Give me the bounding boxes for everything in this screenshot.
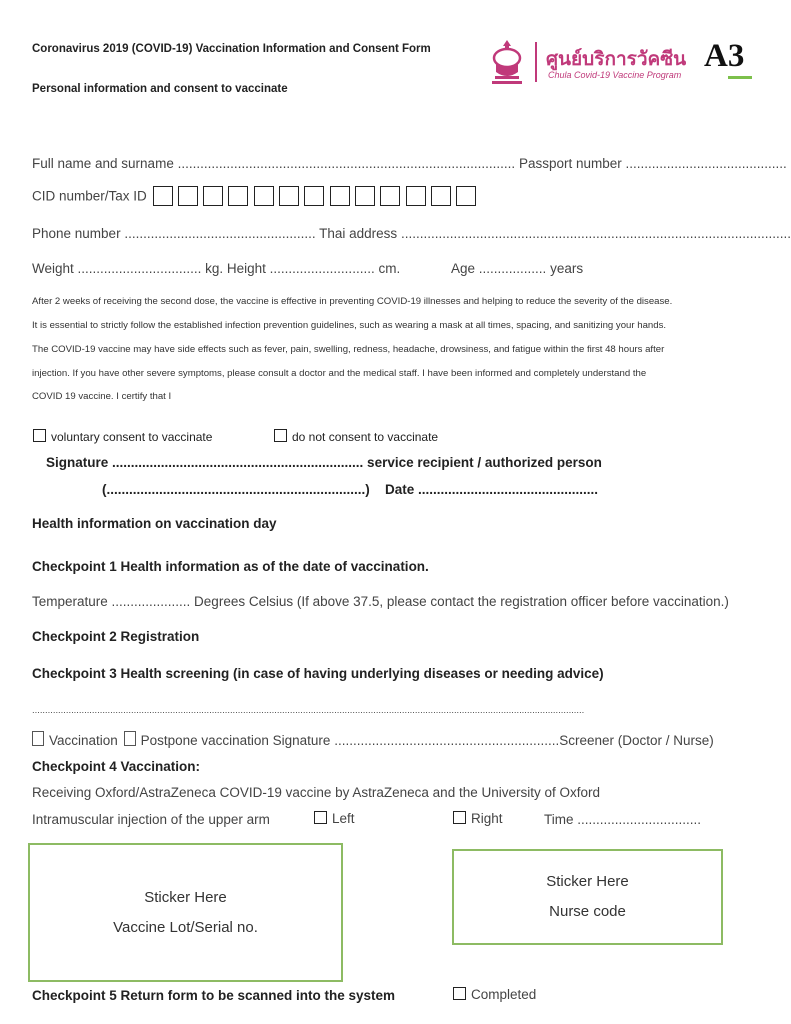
consent-date-line[interactable]: Date ................................................ — [385, 482, 599, 497]
cid-digit-box[interactable] — [279, 186, 299, 206]
completed-option[interactable] — [453, 987, 536, 1002]
vaccine-sticker-subtitle: Vaccine Lot/Serial no. — [113, 918, 258, 936]
full-name-field[interactable]: .......................................................................................... — [177, 156, 516, 171]
checkpoint-2-heading: Checkpoint 2 Registration — [32, 629, 200, 644]
cid-digit-box[interactable] — [254, 186, 274, 206]
completed-checkbox[interactable] — [453, 987, 466, 1000]
cid-digit-box[interactable] — [228, 186, 248, 206]
cid-digit-box[interactable] — [456, 186, 476, 206]
checkpoint-1-heading: Checkpoint 1 Health information as of the date of vaccination. — [32, 559, 429, 574]
height-unit: cm. — [378, 261, 401, 276]
checkpoint-5-heading: Checkpoint 5 Return form to be scanned into the system — [32, 988, 396, 1003]
cid-digit-box[interactable] — [178, 186, 198, 206]
form-title: Coronavirus 2019 (COVID-19) Vaccination Information and Consent Form — [32, 43, 431, 55]
cid-boxes[interactable] — [153, 188, 482, 203]
address-label: Thai address — [319, 226, 398, 241]
right-arm-label: Right — [471, 811, 503, 826]
postpone-checkbox[interactable] — [124, 731, 136, 746]
info-line: It is essential to strictly follow the established infection prevention guidelines, such as wearing a mask at all times, spacing, and sanitizing your hands. — [32, 320, 667, 331]
cid-digit-box[interactable] — [355, 186, 375, 206]
phone-address-row — [32, 226, 791, 241]
vaccine-lot-sticker-area — [28, 843, 343, 982]
weight-field[interactable]: ................................. — [77, 261, 202, 276]
cid-label: CID number/Tax ID — [32, 188, 147, 204]
age-unit: years — [550, 261, 584, 276]
decline-consent-label: do not consent to vaccinate — [292, 430, 439, 444]
logo-english-text: Chula Covid-19 Vaccine Program — [548, 70, 682, 80]
voluntary-consent-checkbox[interactable] — [33, 429, 46, 442]
injection-time-field[interactable]: Time ................................. — [544, 812, 702, 827]
address-field[interactable]: ........................................................................................................ — [400, 226, 791, 241]
completed-label: Completed — [471, 987, 537, 1002]
form-code: A3 — [704, 38, 745, 74]
right-arm-checkbox[interactable] — [453, 811, 466, 824]
info-line: After 2 weeks of receiving the second dose, the vaccine is effective in preventing COVID-19 illnesses and helping to reduce the severity of the disease. — [32, 296, 673, 307]
left-arm-option[interactable] — [314, 811, 355, 826]
full-name-row — [32, 156, 787, 171]
postpone-option-label: Postpone vaccination Signature ............................................................Screener (Doctor / Nurse) — [140, 733, 714, 748]
cid-digit-box[interactable] — [380, 186, 400, 206]
screening-notes-line[interactable]: .................................................................................................................................................................................................................... — [32, 704, 585, 715]
voluntary-consent-label: voluntary consent to vaccinate — [51, 430, 213, 444]
passport-label: Passport number — [518, 156, 622, 171]
age-label: Age — [451, 261, 476, 276]
left-arm-label: Left — [332, 811, 355, 826]
left-arm-checkbox[interactable] — [314, 811, 327, 824]
checkpoint-3-heading: Checkpoint 3 Health screening (in case of having underlying diseases or needing advice) — [32, 666, 604, 681]
nurse-sticker-title: Sticker Here — [546, 873, 629, 890]
temperature-line[interactable]: Temperature ..................... Degrees Celsius (If above 37.5, please contact the registration officer before vaccination.) — [32, 594, 729, 609]
phone-field[interactable]: ................................................... — [124, 226, 316, 241]
cid-digit-box[interactable] — [431, 186, 451, 206]
decline-consent-checkbox[interactable] — [274, 429, 287, 442]
cid-row — [32, 186, 481, 206]
right-arm-option[interactable] — [453, 811, 503, 826]
full-name-label: Full name and surname — [32, 156, 174, 171]
weight-height-row — [32, 261, 400, 276]
weight-unit: kg. — [205, 261, 224, 276]
phone-label: Phone number — [32, 226, 121, 241]
printed-name-line[interactable]: (.....................................................................) — [102, 482, 370, 497]
vaccination-checkbox[interactable] — [32, 731, 44, 746]
nurse-sticker-subtitle: Nurse code — [549, 903, 626, 920]
vaccine-sticker-title: Sticker Here — [144, 888, 227, 906]
passport-field[interactable]: ........................................... — [625, 156, 787, 171]
form-code-underline — [728, 76, 752, 79]
age-field[interactable]: .................. — [478, 261, 547, 276]
injection-label: Intramuscular injection of the upper arm — [32, 812, 270, 827]
logo-thai-text: ศูนย์บริการวัคซีน — [546, 49, 687, 70]
checkpoint-4-heading: Checkpoint 4 Vaccination: — [32, 759, 201, 774]
decline-consent-option[interactable] — [274, 429, 438, 444]
cid-digit-box[interactable] — [304, 186, 324, 206]
info-line: injection. If you have other severe symptoms, please consult a doctor and the medical staff. I have been informed and completely understand the — [32, 368, 647, 379]
height-field[interactable]: ............................ — [269, 261, 375, 276]
screening-decision-row — [32, 731, 714, 748]
info-line: The COVID-19 vaccine may have side effects such as fever, pain, swelling, redness, headache, drowsiness, and fatigue within the first 48 hours after — [32, 344, 665, 355]
vaccine-line: Receiving Oxford/AstraZeneca COVID-19 vaccine by AstraZeneca and the University of Oxford — [32, 785, 601, 800]
cid-digit-box[interactable] — [330, 186, 350, 206]
cid-digit-box[interactable] — [203, 186, 223, 206]
nurse-code-sticker-area — [452, 849, 723, 945]
info-line: COVID 19 vaccine. I certify that I — [32, 391, 172, 402]
cid-digit-box[interactable] — [153, 186, 173, 206]
age-row — [451, 261, 583, 276]
health-heading: Health information on vaccination day — [32, 516, 277, 531]
university-crest-logo — [487, 38, 527, 86]
cid-digit-box[interactable] — [406, 186, 426, 206]
logo-divider — [535, 42, 537, 82]
form-subtitle: Personal information and consent to vaccinate — [32, 83, 288, 95]
height-label: Height — [226, 261, 266, 276]
signature-line[interactable]: Signature ................................................................... service recipient / authorized person — [46, 455, 602, 470]
weight-label: Weight — [32, 261, 74, 276]
voluntary-consent-option[interactable] — [33, 429, 212, 444]
vaccination-option-label: Vaccination — [49, 733, 118, 748]
